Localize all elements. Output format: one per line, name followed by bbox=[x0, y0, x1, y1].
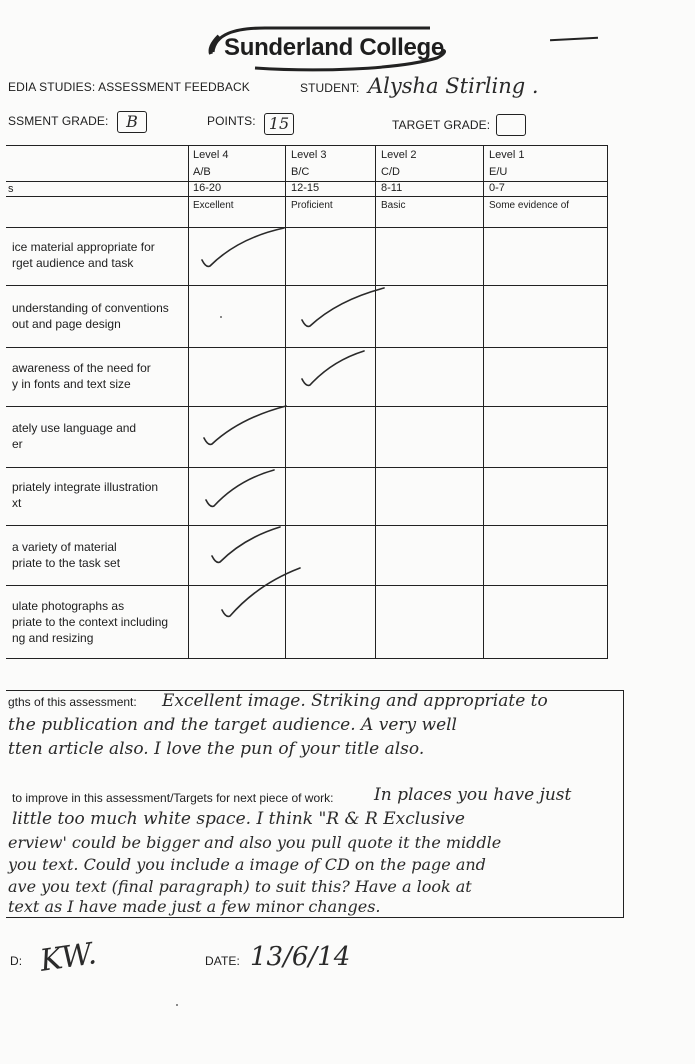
level-1-grade: E/U bbox=[489, 166, 508, 178]
level-2-grade: C/D bbox=[381, 166, 400, 178]
criterion-7 bbox=[12, 598, 182, 646]
criterion-4 bbox=[12, 420, 182, 452]
grid-row-line bbox=[6, 406, 607, 407]
level-4-label: Level 4 bbox=[193, 149, 229, 161]
grid-col-line bbox=[188, 146, 189, 658]
criterion-line: y in fonts and text size bbox=[12, 377, 131, 391]
feedback-box bbox=[6, 690, 624, 918]
level-4-desc: Excellent bbox=[193, 200, 234, 211]
criterion-3 bbox=[12, 360, 182, 392]
improve-line: In places you have just bbox=[374, 785, 572, 805]
signed-label: D: bbox=[10, 954, 23, 968]
criterion-1 bbox=[12, 239, 182, 271]
criterion-2 bbox=[12, 300, 182, 332]
improve-line: text as I have made just a few minor changes. bbox=[8, 897, 381, 916]
points-box bbox=[264, 113, 294, 135]
level-4-grade: A/B bbox=[193, 166, 211, 178]
criterion-line: out and page design bbox=[12, 317, 121, 331]
grade-label: SSMENT GRADE: bbox=[8, 114, 109, 128]
points-row-stub: s bbox=[8, 183, 14, 195]
level-1-label: Level 1 bbox=[489, 149, 525, 161]
improve-label: to improve in this assessment/Targets for next piece of work: bbox=[12, 791, 334, 805]
improve-line: erview' could be bigger and also you pull quote it the middle bbox=[8, 833, 502, 852]
improve-line: you text. Could you include a image of CD on the page and bbox=[8, 855, 486, 874]
strengths-line: Excellent image. Striking and appropriate to bbox=[162, 691, 548, 711]
improve-line: ave you text (final paragraph) to suit this? Have a look at bbox=[8, 877, 472, 896]
criterion-6 bbox=[12, 539, 182, 571]
assessment-grid bbox=[6, 145, 608, 659]
level-1-desc: Some evidence of bbox=[489, 200, 570, 211]
grid-row-line bbox=[6, 525, 607, 526]
level-3-points: 12-15 bbox=[291, 182, 320, 194]
level-3-grade: B/C bbox=[291, 166, 310, 178]
student-label: STUDENT: bbox=[300, 81, 360, 95]
scan-speck bbox=[220, 316, 222, 318]
tick-mark-icon bbox=[198, 226, 290, 272]
strengths-line: the publication and the target audience. A very well bbox=[8, 715, 457, 735]
date-value: 13/6/14 bbox=[250, 942, 351, 972]
level-3-desc: Proficient bbox=[291, 200, 333, 211]
grade-value: B bbox=[126, 112, 138, 131]
grid-col-line bbox=[483, 146, 484, 658]
criterion-line: ately use language and bbox=[12, 421, 137, 435]
tick-mark-icon bbox=[298, 347, 368, 389]
criterion-line: rget audience and task bbox=[12, 256, 134, 270]
scan-speck bbox=[176, 1004, 178, 1006]
target-grade-box bbox=[496, 114, 526, 136]
signature: KW. bbox=[37, 936, 99, 979]
criterion-line: priate to the task set bbox=[12, 556, 121, 570]
level-2-desc: Basic bbox=[381, 200, 406, 211]
criterion-line: priately integrate illustration bbox=[12, 480, 159, 494]
criterion-5 bbox=[12, 479, 182, 511]
tick-mark-icon bbox=[218, 566, 304, 622]
criterion-line: er bbox=[12, 437, 23, 451]
criterion-line: awareness of the need for bbox=[12, 361, 151, 375]
level-4-points: 16-20 bbox=[193, 182, 222, 194]
points-label: POINTS: bbox=[207, 114, 256, 128]
target-grade-label: TARGET GRADE: bbox=[392, 118, 491, 132]
student-name: Alysha Stirling . bbox=[368, 74, 539, 98]
level-1-points: 0-7 bbox=[489, 182, 505, 194]
criterion-line: ice material appropriate for bbox=[12, 240, 155, 254]
date-label: DATE: bbox=[205, 954, 240, 968]
level-2-label: Level 2 bbox=[381, 149, 417, 161]
criterion-line: understanding of conventions bbox=[12, 301, 169, 315]
tick-mark-icon bbox=[200, 404, 292, 450]
level-2-points: 8-11 bbox=[381, 182, 403, 194]
criterion-line: ulate photographs as bbox=[12, 599, 125, 613]
tick-mark-icon bbox=[208, 524, 284, 566]
college-name: Sunderland College bbox=[224, 34, 444, 61]
grid-row-line bbox=[6, 227, 607, 228]
criterion-line: priate to the context including bbox=[12, 615, 169, 629]
criterion-line: xt bbox=[12, 496, 22, 510]
grid-col-line bbox=[375, 146, 376, 658]
strengths-label: gths of this assessment: bbox=[8, 695, 137, 709]
tick-mark-icon bbox=[202, 468, 278, 510]
criterion-line: a variety of material bbox=[12, 540, 117, 554]
tick-mark-icon bbox=[298, 284, 390, 332]
level-3-label: Level 3 bbox=[291, 149, 327, 161]
grid-row-line bbox=[6, 467, 607, 468]
scan-mark bbox=[550, 37, 598, 42]
improve-line: little too much white space. I think "R & R Exclusive bbox=[12, 809, 465, 829]
criterion-line: ng and resizing bbox=[12, 631, 94, 645]
grade-box bbox=[117, 111, 147, 133]
points-value: 15 bbox=[268, 114, 290, 133]
grid-row-line bbox=[6, 585, 607, 586]
strengths-line: tten article also. I love the pun of your title also. bbox=[8, 739, 425, 759]
subject-label: EDIA STUDIES: ASSESSMENT FEEDBACK bbox=[8, 80, 250, 94]
